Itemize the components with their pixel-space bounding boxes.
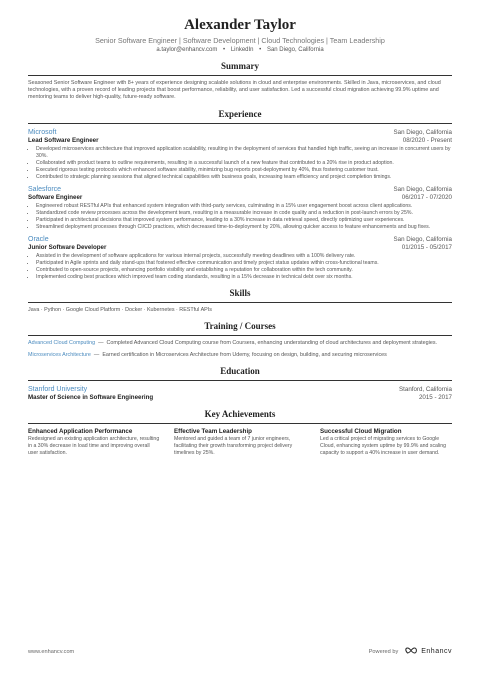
- achievements-heading: Key Achievements: [204, 408, 276, 419]
- training-desc: Earned certification in Microservices Architecture from Udemy, focusing on design, building, and securing microservices: [102, 351, 387, 358]
- section-divider: [28, 302, 452, 303]
- education-heading: Education: [220, 365, 260, 376]
- candidate-tagline: Senior Software Engineer | Software Development | Cloud Technologies | Team Leadership: [95, 36, 385, 45]
- section-divider: [28, 335, 452, 336]
- footer-url[interactable]: www.enhancv.com: [28, 648, 75, 655]
- achievement-desc: Redesigned an existing application architecture, resulting in a 30% decrease in load time and improving overall user satisfaction.: [28, 435, 160, 456]
- job-bullet: • Streamlined deployment processes through CI/CD practices, which decreased time-to-deployment by 20%, allowing quicker access to feature enhancements and bug fixes.: [36, 224, 452, 231]
- job-bullet: • Executed rigorous testing protocols which enhanced software stability, minimizing bug reports post-deployment by 40%, thus fostering customer trust.: [36, 167, 452, 174]
- candidate-name: Alexander Taylor: [184, 17, 296, 33]
- job-bullet: • Assisted in the development of software applications for various internal projects, successfully meeting deadlines with a 100% delivery rate.: [36, 253, 452, 260]
- achievement-card: [174, 428, 306, 457]
- powered-by-text: Powered by: [368, 648, 399, 655]
- training-heading: Training / Courses: [204, 320, 276, 331]
- training-dash: —: [98, 339, 104, 346]
- brand-name: Enhancv: [421, 648, 452, 655]
- job-entry: [28, 185, 452, 231]
- contact-line: [28, 46, 452, 54]
- education-degree: Master of Science in Software Engineering: [28, 393, 154, 401]
- job-role: Software Engineer: [28, 193, 83, 201]
- job-bullets: [28, 253, 452, 281]
- job-dates: 06/2017 - 07/2020: [401, 193, 452, 201]
- skills-list: Java · Python · Google Cloud Platform · Docker · Kubernetes · RESTful APIs: [28, 306, 212, 313]
- achievement-card: [28, 428, 160, 457]
- separator-dot: •: [223, 47, 226, 53]
- achievements-grid: [28, 428, 452, 457]
- achievement-title: Enhanced Application Performance: [28, 427, 133, 435]
- experience-heading: Experience: [218, 108, 262, 119]
- training-dash: —: [93, 351, 100, 358]
- job-bullet: • Contributed to strategic planning sessions that aligned technical capabilities with business goals, increasing team efficiency and project completion timings.: [36, 174, 452, 181]
- education-school: Stanford University: [28, 385, 88, 393]
- training-desc: Completed Advanced Cloud Computing course from Coursera, enhancing understanding of cloud architectures and deployment strategies.: [106, 339, 438, 346]
- education-dates: 2015 - 2017: [418, 393, 452, 401]
- job-bullet: • Collaborated with product teams to outline requirements, resulting in a successful launch of a new feature that contributed to a 20% rise in product adoption.: [36, 160, 452, 167]
- page-footer: [28, 647, 452, 656]
- section-divider: [28, 75, 452, 76]
- linkedin-link[interactable]: LinkedIn: [230, 47, 254, 53]
- section-divider: [28, 123, 452, 124]
- job-role: Lead Software Engineer: [28, 136, 99, 144]
- job-bullet: • Implemented coding best practices which improved team coding standards, resulting in a 15% decrease in technical debt over six months.: [36, 274, 452, 281]
- achievement-desc: Mentored and guided a team of 7 junior engineers, facilitating their growth transforming project delivery timelines by 25%.: [174, 435, 293, 456]
- job-company: Microsoft: [28, 128, 57, 136]
- section-divider: [28, 423, 452, 424]
- training-item: [28, 340, 452, 347]
- footer-brand[interactable]: [369, 647, 452, 656]
- job-bullet: • Standardized code review processes across the development team, resulting in a measurable increase in code quality and a reduction in post-launch errors by 25%.: [36, 210, 452, 217]
- job-bullet: • Participated in Agile sprints and daily stand-ups that fostered effective communication and timely project status updates within cross-functional teams.: [36, 260, 452, 267]
- training-name: Microservices Architecture: [28, 351, 91, 358]
- job-bullets: [28, 146, 452, 181]
- education-location: Stanford, California: [399, 385, 452, 393]
- achievement-card: [320, 428, 452, 457]
- achievement-title: Successful Cloud Migration: [320, 427, 402, 435]
- achievement-desc: Led a critical project of migrating services to Google Cloud, enhancing system uptime by 99.9% and scaling capacity to support a 40% increase in user demand.: [320, 435, 447, 456]
- job-bullet: • Contributed to open-source projects, enhancing portfolio visibility and establishing a reputation for collaboration within the tech community.: [36, 267, 452, 274]
- email-link[interactable]: a.taylor@enhancv.com: [156, 47, 218, 53]
- job-dates: 01/2015 - 05/2017: [401, 243, 452, 251]
- summary-text: Seasoned Senior Software Engineer with 8+ years of experience designing scalable solutions in cloud and enterprise environments. Skilled in Java, microservices, and cloud technologies, with a proven record of leading projects that boost performance, reliability, and user satisfaction. Led a successful cloud migration achieving 99.9% uptime and mentoring teams to deliver high-quality, future-ready software.: [28, 80, 441, 101]
- skills-heading: Skills: [229, 287, 251, 298]
- job-bullet: • Engineered robust RESTful APIs that enhanced system integration with third-party services, culminating in a 15% user engagement boost across client applications.: [36, 203, 452, 210]
- job-role: Junior Software Developer: [28, 243, 107, 251]
- training-name: Advanced Cloud Computing: [28, 339, 96, 346]
- job-location: San Diego, California: [393, 128, 452, 136]
- job-bullet: • Developed microservices architecture that improved application scalability, resulting in the deployment of services that handled high traffic, seeing an increase in concurrent users by 30%.: [36, 146, 452, 160]
- training-item: [28, 352, 452, 359]
- job-location: San Diego, California: [393, 235, 452, 243]
- job-bullet: • Participated in architectural decisions that improved system performance, leading to a 30% increase in data retrieval speed, directly optimizing user experiences.: [36, 217, 452, 224]
- section-divider: [28, 380, 452, 381]
- job-company: Salesforce: [28, 185, 62, 193]
- summary-heading: Summary: [221, 61, 259, 71]
- job-entry: [28, 235, 452, 281]
- location-text: San Diego, California: [266, 47, 324, 53]
- job-company: Oracle: [28, 235, 49, 243]
- job-entry: [28, 128, 452, 181]
- job-dates: 08/2020 - Present: [402, 136, 452, 144]
- infinity-icon: [404, 647, 418, 656]
- job-bullets: [28, 203, 452, 231]
- job-location: San Diego, California: [393, 185, 452, 193]
- achievement-title: Effective Team Leadership: [174, 427, 252, 435]
- separator-dot: •: [259, 47, 262, 53]
